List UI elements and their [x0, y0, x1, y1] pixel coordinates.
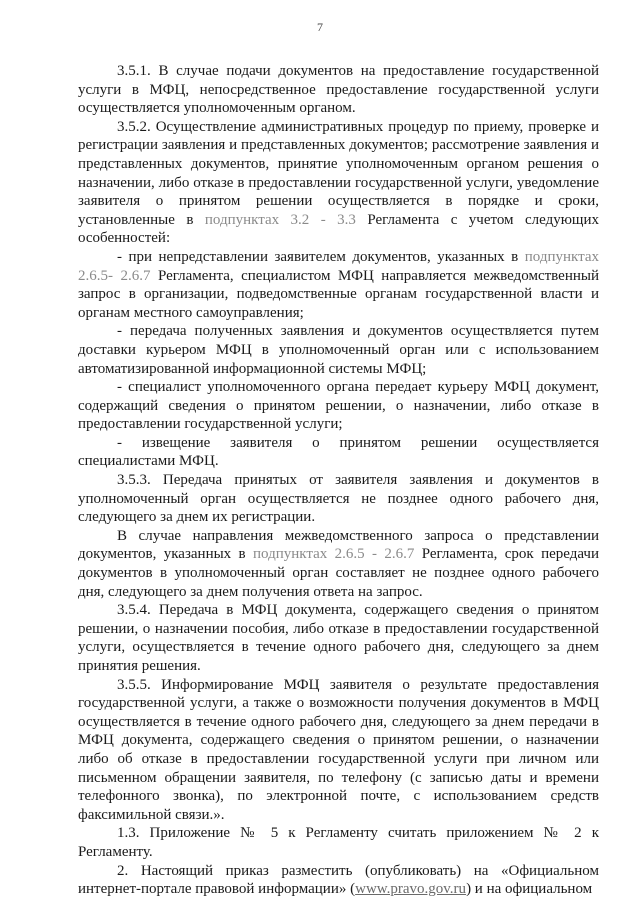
- paragraph-text: В случае направления межведомственного запроса о представлении документов, указанных в: [78, 527, 599, 563]
- paragraph: [78, 676, 599, 825]
- paragraph: [78, 248, 599, 322]
- paragraph-text: Регламента, срок передачи документов в уполномоченный орган составляет не позднее одного рабочего дня, следующего за днем получения ответа на запрос.: [78, 546, 599, 600]
- paragraph: [78, 62, 599, 118]
- paragraph-text: 3.5.4. Передача в МФЦ документа, содержащего сведения о принятом решении, о назначении пособия, либо отказе в предоставлении государственной услуги, осуществляется в течение одного рабочего дня, следующего за днем принятия решения.: [78, 602, 599, 674]
- paragraph-text: 3.5.1. В случае подачи документов на предоставление государственной услуги в МФЦ, непосредственное предоставление государственной услуги осуществляется уполномоченным органом.: [78, 63, 599, 117]
- paragraph-text: 1.3. Приложение № 5 к Регламенту считать приложением № 2 к Регламенту.: [78, 825, 599, 860]
- paragraph-text: Регламента с учетом следующих особенностей:: [78, 211, 600, 247]
- paragraph-text: 3.5.2. Осуществление административных процедур по приему, проверке и регистрации заявления и представленных документов; рассмотрение заявления и представленных документов, принятие уполномоченным органом решения о назначении, либо отказе в предоставлении государственной услуги, уведомление заявителя о принятом решении осуществляется в порядке и сроки, установленные в: [78, 118, 599, 228]
- paragraph: [78, 527, 599, 601]
- paragraph-text: - специалист уполномоченного органа передает курьеру МФЦ документ, содержащий сведения о принятом решении, о назначении, либо отказе в предоставлении государственной услуги;: [78, 379, 599, 433]
- document-body: [78, 62, 599, 899]
- paragraph-text: - передача полученных заявления и документов осуществляется путем доставки курьером МФЦ в уполномоченный орган или с использованием автоматизированной информационной системы МФЦ;: [78, 323, 599, 377]
- paragraph-text: - извещение заявителя о принятом решении осуществляется специалистами МФЦ.: [78, 434, 599, 470]
- page-number: 7: [317, 20, 323, 34]
- paragraph: [78, 824, 599, 861]
- portal-link[interactable]: www.pravo.gov.ru: [355, 881, 467, 898]
- paragraph: [78, 434, 599, 471]
- paragraph-text: 2. Настоящий приказ разместить (опубликовать) на «Официальном интернет-портале правовой информации» (: [78, 862, 599, 898]
- paragraph: [78, 118, 599, 248]
- subsection-reference: подпунктах 2.6.5- 2.6.7: [78, 248, 599, 284]
- subsection-reference: подпунктах 2.6.5 - 2.6.7: [253, 546, 415, 563]
- paragraph-text: ) и на официальном: [466, 881, 593, 898]
- paragraph: [78, 378, 599, 434]
- paragraph: [78, 862, 599, 899]
- paragraph-text: - при непредставлении заявителем документов, указанных в: [117, 248, 525, 265]
- paragraph-text: 3.5.5. Информирование МФЦ заявителя о результате предоставления государственной услуги, а также о возможности получения документов в МФЦ осуществляется в течение одного рабочего дня, следующего за днем передачи в МФЦ документа, содержащего сведения о принятом решении, о назначении либо об отказе в предоставлении государственной услуги при личном или письменном обращении заявителя, по телефону (с записью даты и времени телефонного звонка), по электронной почте, с использованием средств факсимильной связи.».: [78, 676, 599, 823]
- paragraph: [78, 322, 599, 378]
- paragraph: [78, 601, 599, 675]
- paragraph: [78, 471, 599, 527]
- paragraph-text: 3.5.3. Передача принятых от заявителя заявления и документов в уполномоченный орган осуществляется не позднее одного рабочего дня, следующего за днем их регистрации.: [78, 472, 599, 526]
- paragraph-text: Регламента, специалистом МФЦ направляется межведомственный запрос в организации, подведомственные органам государственной власти и органам местного самоуправления;: [78, 267, 599, 321]
- subsection-reference: подпунктах 3.2 - 3.3: [204, 211, 356, 228]
